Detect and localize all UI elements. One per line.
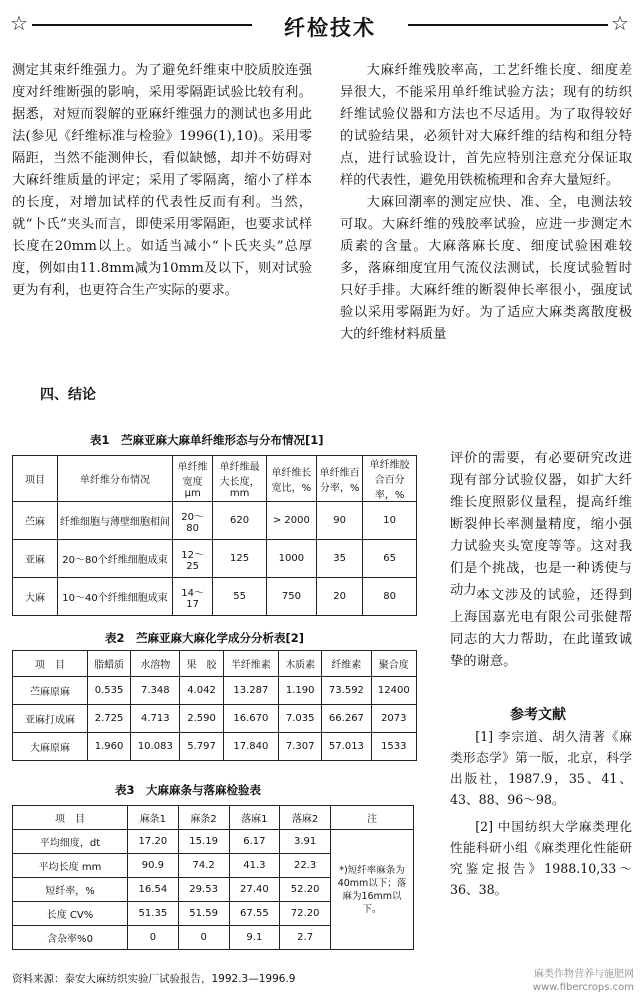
- header-rule-right: [408, 24, 608, 26]
- right-paragraph-1: 大麻纤维残胶率高，工艺纤维长度、细度差异很大，不能采用单纤维试验方法；现有的纺织纤维试验仪器和方法也不尽适用。为了取得较好的试验结果，必须针对大麻纤维的结构和组分特点，进行试验设计，首先应特别注意充分保证取样的代表性，避免用铁梳梳理和舍弃大量短纤。: [340, 63, 632, 188]
- table-cell: 2.725: [88, 705, 131, 733]
- table2-header: 脂蜡质: [88, 651, 131, 677]
- table-cell: 51.59: [178, 902, 229, 926]
- table-cell: 20: [316, 578, 362, 616]
- right-paragraph-3: 评价的需要，有必要研究改进现有部分试验仪器，如扩大纤维长度照影仪量程，提高纤维断裂伸长率测量精度，缩小强力试验夹头宽度等等。这对我们是个挑战，也是一种诱使与动力。: [450, 451, 632, 598]
- table-row: [13, 578, 417, 616]
- table2-header: 水溶物: [131, 651, 180, 677]
- table-cell: 短纤率，%: [13, 878, 128, 902]
- table-cell: 750: [266, 578, 316, 616]
- page-title: 纤检技术: [284, 16, 376, 40]
- table-cell: 51.35: [128, 902, 179, 926]
- table-cell: 27.40: [229, 878, 280, 902]
- table-cell: 2.590: [180, 705, 223, 733]
- table3-header: 落麻2: [280, 806, 331, 830]
- table-cell: 16.670: [223, 705, 278, 733]
- table3-header: 项 目: [13, 806, 128, 830]
- table-cell: 66.267: [322, 705, 371, 733]
- table-cell: 大麻: [13, 578, 58, 616]
- left-column: [12, 60, 312, 302]
- table-cell: 1.960: [88, 733, 131, 761]
- table-cell: 72.20: [280, 902, 331, 926]
- table3: [12, 805, 414, 950]
- table-cell: 16.54: [128, 878, 179, 902]
- table-cell: 20～80个纤维细胞成束: [58, 540, 173, 578]
- table-cell: 4.042: [180, 677, 223, 705]
- table-cell: 73.592: [322, 677, 371, 705]
- table-cell: 12400: [371, 677, 416, 705]
- table-cell: 含杂率%0: [13, 926, 128, 950]
- table-cell: 平均细度，dt: [13, 830, 128, 854]
- table3-caption: 表3 大麻麻条与落麻检验表: [115, 783, 262, 797]
- table-cell: 125: [213, 540, 267, 578]
- table-cell: 41.3: [229, 854, 280, 878]
- table-cell: 2.7: [280, 926, 331, 950]
- table-cell: 7.348: [131, 677, 180, 705]
- table3-header: 麻条2: [178, 806, 229, 830]
- table-cell: 0.535: [88, 677, 131, 705]
- page-header: [10, 8, 630, 42]
- table1-caption: 表1 苎麻亚麻大麻单纤维形态与分布情况[1]: [90, 433, 324, 447]
- star-right-icon: ☆: [611, 11, 629, 35]
- table-cell: 74.2: [178, 854, 229, 878]
- table1: [12, 455, 417, 616]
- table-cell: 22.3: [280, 854, 331, 878]
- table-cell: 3.91: [280, 830, 331, 854]
- table-row: [13, 733, 417, 761]
- table-cell: 0: [128, 926, 179, 950]
- table-cell: 14～17: [173, 578, 213, 616]
- table1-header: 单纤维百分率，%: [316, 456, 362, 502]
- table-cell: 10.083: [131, 733, 180, 761]
- table-cell: 亚麻打成麻: [13, 705, 88, 733]
- table-cell: 57.013: [322, 733, 371, 761]
- table-cell: 1.190: [279, 677, 322, 705]
- table-cell: 620: [213, 502, 267, 540]
- star-left-icon: ☆: [10, 11, 28, 35]
- table-cell: 35: [316, 540, 362, 578]
- table-cell: 长度 CV%: [13, 902, 128, 926]
- header-rule-left: [32, 24, 252, 26]
- table3-note: *)短纤率麻条为40mm以下；落麻为16mm以下。: [331, 830, 414, 950]
- table-row: [13, 830, 414, 854]
- table-cell: 80: [363, 578, 417, 616]
- table2-header: 纤维素: [322, 651, 371, 677]
- table-cell: 90: [316, 502, 362, 540]
- table-cell: 0: [178, 926, 229, 950]
- table-cell: 17.20: [128, 830, 179, 854]
- table2-header: 半纤维素: [223, 651, 278, 677]
- left-paragraph: 测定其束纤维强力。为了避免纤维束中胶质胶连强度对纤维断强的影响，采用零隔距试验比较有利。据悉，对短而裂解的亚麻纤维强力的测试也多用此法(参见《纤维标准与检验》1996(1),10)。采用零隔距，当然不能测伸长，看似缺憾，却并不妨碍对大麻纤维质量的评定；采用了零隔离，缩小了样本的长度，对增加试样的代表性反而有利。当然，就“卜氏”夹头而言，即使采用零隔距，也要求试样长度在20mm以上。如适当减小“卜氏夹头”总厚度，例如由11.8mm减为10mm及以下，则对试验更为有利，也更符合生产实际的要求。: [12, 63, 312, 298]
- table2-header: 木质素: [279, 651, 322, 677]
- table3-header: 麻条1: [128, 806, 179, 830]
- table-cell: 17.840: [223, 733, 278, 761]
- table1-header: 项目: [13, 456, 58, 502]
- table-cell: 4.713: [131, 705, 180, 733]
- table-row: [13, 705, 417, 733]
- table-cell: 67.55: [229, 902, 280, 926]
- table2-header: 项 目: [13, 651, 88, 677]
- table-cell: 90.9: [128, 854, 179, 878]
- table2: [12, 650, 417, 761]
- table1-header: 单纤维最大长度，mm: [213, 456, 267, 502]
- site-watermark: [533, 968, 634, 994]
- table-cell: 52.20: [280, 878, 331, 902]
- reference-2: [2] 中国纺织大学麻类理化性能科研小组《麻类理化性能研究鉴定报告》1988.10,33～36、38。: [450, 819, 632, 897]
- right-column: [340, 60, 632, 346]
- table-row: [13, 677, 417, 705]
- table2-header: 聚合度: [371, 651, 416, 677]
- reference-1: [1] 李宗道、胡久清著《麻类形态学》第一版，北京，科学出版社，1987.9，35、41、43、88、96～98。: [450, 729, 632, 807]
- table-cell: 纤维细胞与薄壁细胞相间: [58, 502, 173, 540]
- table-cell: 苎麻: [13, 502, 58, 540]
- table-cell: 29.53: [178, 878, 229, 902]
- table-cell: 1000: [266, 540, 316, 578]
- table1-header: 单纤维胶合百分率，%: [363, 456, 417, 502]
- table-cell: 2073: [371, 705, 416, 733]
- table-cell: 55: [213, 578, 267, 616]
- table-cell: 7.307: [279, 733, 322, 761]
- references-title: 参考文献: [510, 707, 566, 723]
- table-cell: 15.19: [178, 830, 229, 854]
- acknowledgement: 本文涉及的试验，还得到上海国嘉光电有限公司张健帮同志的大力帮助，在此谨致诚挚的谢意。: [450, 588, 632, 669]
- table-cell: 5.797: [180, 733, 223, 761]
- table-cell: 65: [363, 540, 417, 578]
- right-paragraph-2: 大麻回潮率的测定应快、准、全，电测法较可取。大麻纤维的残胶率试验，应进一步测定木质素的含量。大麻落麻长度、细度试验困难较多，落麻细度宜用气流仪法测试，长度试验暂时只好手排。大麻纤维的断裂伸长率很小，强度试验以采用零隔距为好。为了适应大麻类离散度极大的纤维材料质量: [340, 195, 632, 342]
- table2-caption: 表2 苎麻亚麻大麻化学成分分析表[2]: [105, 631, 305, 645]
- table-cell: 10: [363, 502, 417, 540]
- table-cell: 9.1: [229, 926, 280, 950]
- watermark-line-1: 麻类作物营养与施肥网: [534, 969, 634, 980]
- table1-header: 单纤维分布情况: [58, 456, 173, 502]
- table-cell: 13.287: [223, 677, 278, 705]
- table2-header: 果 胶: [180, 651, 223, 677]
- table-row: [13, 540, 417, 578]
- table-cell: 1533: [371, 733, 416, 761]
- table-row: [13, 502, 417, 540]
- table-cell: > 2000: [266, 502, 316, 540]
- table-cell: 7.035: [279, 705, 322, 733]
- table3-header: 落麻1: [229, 806, 280, 830]
- table-cell: 大麻原麻: [13, 733, 88, 761]
- section-title: 四、结论: [40, 387, 96, 403]
- table-source-note: 资料来源：泰安大麻纺织实验厂试验报告，1992.3—1996.9: [12, 973, 296, 985]
- watermark-line-2: www.fibercrops.com: [532, 982, 634, 993]
- table1-header: 单纤维宽度 μm: [173, 456, 213, 502]
- table3-header: 注: [331, 806, 414, 830]
- table-cell: 12～25: [173, 540, 213, 578]
- table-cell: 10～40个纤维细胞成束: [58, 578, 173, 616]
- table1-header: 单纤维长宽比，%: [266, 456, 316, 502]
- table-cell: 亚麻: [13, 540, 58, 578]
- table-cell: 苎麻原麻: [13, 677, 88, 705]
- table-cell: 平均长度 mm: [13, 854, 128, 878]
- table-cell: 6.17: [229, 830, 280, 854]
- table-cell: 20～80: [173, 502, 213, 540]
